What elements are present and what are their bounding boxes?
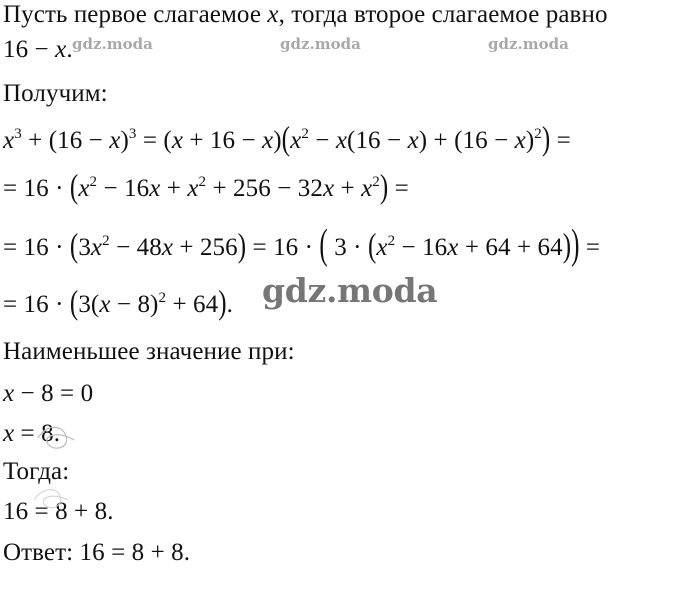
eq-part: = bbox=[388, 175, 409, 202]
eq-part: x bbox=[361, 175, 373, 202]
scribble-watermark-icon bbox=[28, 416, 90, 536]
eq-part: + 16 − bbox=[183, 127, 263, 154]
eq-part: (16 − bbox=[347, 127, 408, 154]
text-segment: 16 − bbox=[3, 36, 56, 63]
big-paren: ( bbox=[281, 121, 291, 158]
text-segment: , тогда второе слагаемое равно bbox=[278, 1, 608, 28]
eq-part: x bbox=[171, 127, 184, 154]
text-line-second-addend bbox=[3, 35, 73, 65]
eq-part: x bbox=[447, 234, 459, 261]
big-paren: ) bbox=[237, 228, 247, 265]
exponent: 2 bbox=[534, 126, 542, 142]
eq-part: = 16 · bbox=[3, 234, 70, 261]
eq-part: − 16 bbox=[395, 234, 448, 261]
eq-part: = bbox=[550, 127, 571, 154]
eq-part: − 8) bbox=[110, 291, 159, 318]
eq-part: + 64 bbox=[166, 291, 219, 318]
exponent: 2 bbox=[387, 233, 396, 249]
eq-part: . bbox=[226, 291, 233, 318]
text-line-intro bbox=[3, 0, 608, 30]
big-paren: ( bbox=[69, 169, 79, 206]
eq-part: x bbox=[161, 234, 174, 261]
eq-part: + bbox=[160, 175, 188, 202]
eq-part: + (16 − bbox=[21, 127, 110, 154]
eq-part: = ( bbox=[136, 127, 172, 154]
eq-part: x bbox=[109, 127, 121, 154]
eq-part: 3 bbox=[78, 234, 91, 261]
exponent: 3 bbox=[14, 126, 22, 142]
eq-part: = 8. bbox=[14, 420, 61, 447]
exponent: 2 bbox=[102, 233, 110, 249]
eq-part: x bbox=[290, 127, 302, 154]
eq-part: ) bbox=[525, 127, 535, 154]
text-segment: . bbox=[66, 36, 73, 63]
eq-part: − 8 = 0 bbox=[14, 380, 94, 407]
exponent: 2 bbox=[372, 174, 380, 190]
eq-part: x bbox=[262, 127, 274, 154]
text-segment: Пусть первое слагаемое bbox=[3, 1, 268, 28]
eq-part: ) bbox=[120, 127, 129, 154]
eq-part: = 16 · bbox=[3, 175, 70, 202]
equation-line-3 bbox=[3, 222, 601, 268]
eq-part: 3( bbox=[78, 291, 100, 318]
equation-line-2 bbox=[3, 169, 409, 206]
eq-part: x bbox=[90, 234, 103, 261]
eq-part: − bbox=[308, 127, 336, 154]
big-paren: ( bbox=[69, 228, 79, 265]
big-paren: ) bbox=[562, 228, 572, 265]
eq-part: x bbox=[99, 291, 111, 318]
text-line-minimum: Наименьшее значение при: bbox=[3, 338, 295, 365]
eq-part: + 64 + 64 bbox=[458, 234, 563, 261]
equation-line-result: 16 = 8 + 8. bbox=[3, 498, 114, 525]
big-paren: ( bbox=[69, 285, 79, 322]
big-paren: ) bbox=[541, 121, 551, 158]
big-paren: ) bbox=[379, 169, 389, 206]
eq-part: ) + (16 − bbox=[418, 127, 515, 154]
eq-part: x bbox=[149, 175, 161, 202]
variable-x: x bbox=[3, 420, 15, 447]
eq-part: x bbox=[376, 234, 388, 261]
eq-part: x bbox=[335, 127, 348, 154]
text-line-we-get: Получим: bbox=[3, 80, 108, 107]
watermark-large: gdz.moda bbox=[262, 271, 438, 310]
eq-part: x bbox=[407, 127, 419, 154]
big-paren: ( bbox=[367, 228, 377, 265]
variable-x: x bbox=[3, 380, 15, 407]
equation-line-1 bbox=[3, 121, 571, 158]
eq-part: + 256 − 32 bbox=[206, 175, 323, 202]
eq-part: ) bbox=[273, 127, 282, 154]
watermark-small-2: gdz.moda bbox=[280, 35, 361, 53]
eq-part: x bbox=[322, 175, 335, 202]
exponent: 2 bbox=[89, 174, 98, 190]
huge-paren: ) bbox=[571, 222, 580, 268]
variable-x: x bbox=[267, 1, 279, 28]
answer-line: Ответ: 16 = 8 + 8. bbox=[3, 539, 191, 566]
eq-part: = bbox=[579, 234, 601, 261]
eq-part: = 16 · bbox=[246, 234, 320, 261]
exponent: 3 bbox=[128, 126, 137, 142]
eq-part: x bbox=[3, 127, 15, 154]
equation-line-x-minus-8 bbox=[3, 379, 93, 409]
eq-part: x bbox=[78, 175, 90, 202]
exponent: 2 bbox=[198, 174, 207, 190]
eq-part: x bbox=[187, 175, 199, 202]
eq-part: 3 · bbox=[327, 234, 368, 261]
exponent: 2 bbox=[158, 290, 167, 306]
eq-part: + bbox=[334, 175, 362, 202]
eq-part: − 48 bbox=[109, 234, 162, 261]
eq-part: x bbox=[514, 127, 526, 154]
variable-x: x bbox=[55, 36, 67, 63]
watermark-small-1: gdz.moda bbox=[72, 35, 153, 53]
equation-line-4 bbox=[3, 285, 233, 322]
huge-paren: ( bbox=[319, 222, 328, 268]
eq-part: − 16 bbox=[97, 175, 150, 202]
text-line-then: Тогда: bbox=[3, 458, 70, 485]
eq-part: = 16 · bbox=[3, 291, 70, 318]
eq-part: + 256 bbox=[173, 234, 238, 261]
exponent: 2 bbox=[301, 126, 309, 142]
big-paren: ) bbox=[218, 285, 227, 322]
watermark-small-3: gdz.moda bbox=[488, 35, 569, 53]
